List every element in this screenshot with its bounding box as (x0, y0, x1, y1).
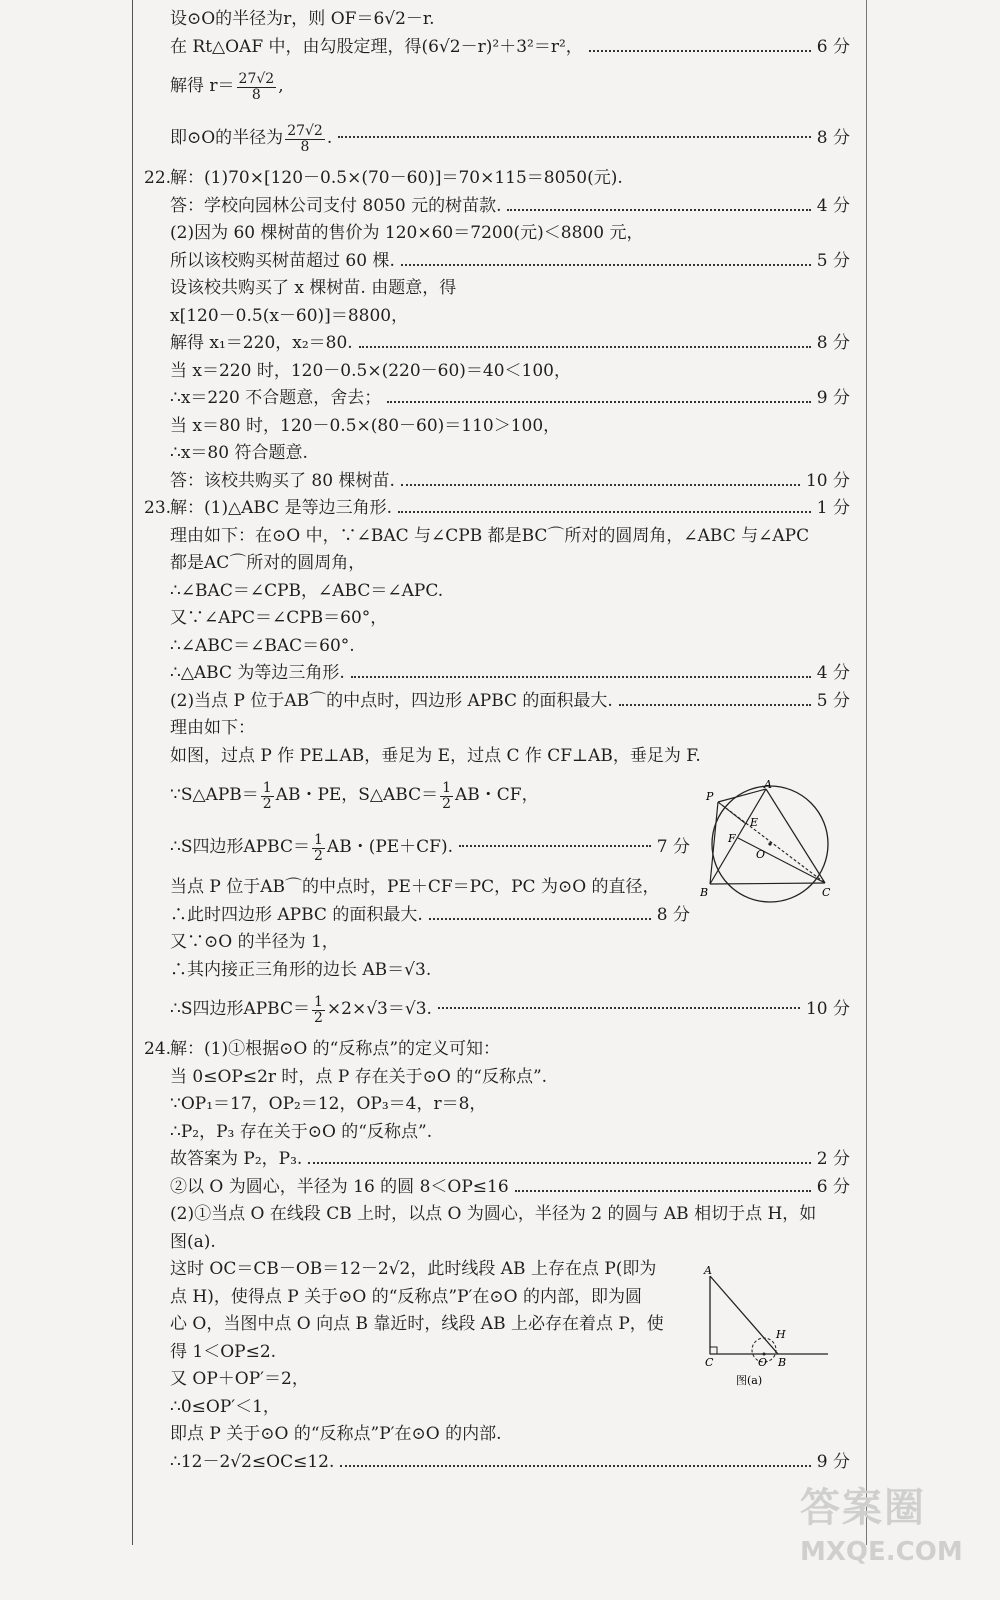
question-24 (144, 1036, 850, 1476)
text-line: 故答案为 P₂，P₃. 2 分 (170, 1146, 850, 1174)
text-line: 解：(1)△ABC 是等边三角形. 1 分 (170, 495, 850, 523)
text-line: ∴S四边形APBC＝ $\frac{1}{2}$ AB・(PE＋CF). 7 分 (170, 831, 690, 864)
text-line: 都是AC⌒所对的圆周角， (170, 553, 366, 573)
text-line: 当 x＝220 时，120－0.5×(220－60)＝40＜100， (170, 360, 571, 381)
text-line: 即⊙O的半径为 $\frac{27√2}{8}$ . 8 分 (170, 122, 850, 155)
fraction: $\frac{1}{2}$ (442, 779, 452, 812)
leader-dots (459, 845, 651, 847)
leader-dots (308, 1162, 810, 1164)
score: 5 分 (816, 250, 850, 271)
text-line: ∵S△APB＝ $\frac{1}{2}$ AB・PE，S△ABC＝ $\frac{1}{2}$ AB・CF， (170, 779, 539, 812)
score: 6 分 (816, 1176, 850, 1197)
text-line: 所以该校购买树苗超过 60 棵. 5 分 (170, 248, 850, 276)
score: 8 分 (816, 333, 850, 353)
question-number: 22. (144, 168, 172, 188)
text-line: 解：(1)70×[120－0.5×(70－60)]＝70×115＝8050(元). (170, 168, 623, 188)
text-line: ∴12－2√2≤OC≤12. 9 分 (170, 1449, 850, 1477)
score: 9 分 (816, 1451, 850, 1472)
triangle-figure-a (700, 1262, 835, 1392)
score: 8 分 (656, 904, 690, 925)
text-line: 解得 x₁＝220，x₂＝80. 8 分 (170, 330, 850, 358)
label-O: O (758, 1356, 768, 1369)
score: 7 分 (656, 837, 690, 858)
leader-dots (340, 1465, 810, 1467)
text-line: ∴0≤OP′＜1， (170, 1396, 280, 1417)
fraction: $\frac{1}{2}$ (314, 993, 323, 1026)
question-23 (144, 495, 850, 1036)
leader-dots (438, 1007, 800, 1009)
question-number: 24. (144, 1039, 172, 1059)
text-line: 又∵⊙O 的半径为 1， (170, 932, 339, 952)
text-line: 答：学校向园林公司支付 8050 元的树苗款. 4 分 (170, 193, 850, 221)
text-line: 解得 r＝ $\frac{27√2}{8}$ , (170, 70, 284, 103)
text-line: 如图，过点 P 作 PE⊥AB，垂足为 E，过点 C 作 CF⊥AB，垂足为 F. (170, 745, 701, 766)
text-line: 即点 P 关于⊙O 的“反称点”P′在⊙O 的内部. (170, 1424, 502, 1444)
text-line: 解：(1)①根据⊙O 的“反称点”的定义可知： (170, 1039, 501, 1059)
fraction: $\frac{1}{2}$ (262, 779, 272, 812)
leader-dots (351, 676, 811, 678)
text-line: ∵OP₁＝17，OP₂＝12，OP₃＝4，r＝8， (170, 1094, 487, 1114)
text-line: ∴x＝80 符合题意. (170, 443, 308, 463)
score: 4 分 (816, 195, 850, 216)
label-E: E (750, 816, 759, 829)
text-line: 设该校共购买了 x 棵树苗. 由题意，得 (170, 278, 457, 298)
figure-caption: 图(a) (736, 1374, 763, 1387)
leader-dots (589, 50, 811, 52)
leader-dots (429, 918, 651, 920)
fraction: $\frac{1}{2}$ (314, 831, 323, 864)
leader-dots (387, 401, 811, 403)
text-line: 心 O，当图中点 O 向点 B 靠近时，线段 AB 上必存在着点 P，使 (170, 1314, 664, 1334)
leader-dots (619, 704, 811, 706)
question-number: 23. (144, 498, 172, 518)
score: 10 分 (805, 999, 850, 1020)
text-line: 当 0≤OP≤2r 时，点 P 存在关于⊙O 的“反称点”. (170, 1066, 548, 1087)
label-A: A (704, 1264, 712, 1277)
text-line: 当点 P 位于AB⌒的中点时，PE＋CF＝PC，PC 为⊙O 的直径， (170, 877, 660, 897)
text-line: 得 1＜OP≤2. (170, 1341, 277, 1362)
text-line: 又∵∠APC＝∠CPB＝60°， (170, 608, 388, 628)
text-line: 当 x＝80 时，120－0.5×(80－60)＝110＞100， (170, 415, 561, 436)
score: 8 分 (816, 128, 850, 149)
leader-dots (515, 1190, 811, 1192)
answer-content (144, 6, 850, 1476)
leader-dots (507, 209, 810, 211)
text-line: ∴P₂，P₃ 存在关于⊙O 的“反称点”. (170, 1121, 433, 1142)
text-line: ∴S四边形APBC＝ $\frac{1}{2}$ ×2×√3＝√3. 10 分 (170, 993, 850, 1026)
label-H: H (776, 1328, 786, 1341)
text-line: 图(a). (170, 1231, 216, 1252)
text-line: (2)①当点 O 在线段 CB 上时，以点 O 为圆心，半径为 2 的圆与 AB 相切于点 H，如 (170, 1204, 817, 1224)
score: 9 分 (816, 388, 850, 408)
label-B: B (700, 886, 709, 899)
text-line: 点 H)，使得点 P 关于⊙O 的“反称点”P′在⊙O 的内部，即为圆 (170, 1286, 642, 1307)
watermark-logo: 答案圈 MXQE.COM (800, 1485, 963, 1567)
score: 2 分 (816, 1149, 850, 1169)
left-margin-rule (132, 0, 133, 1545)
score: 10 分 (805, 470, 850, 491)
score: 4 分 (816, 663, 850, 683)
label-B: B (778, 1356, 787, 1369)
label-P: P (706, 790, 714, 803)
label-C: C (705, 1356, 714, 1369)
leader-dots (401, 484, 800, 486)
text-line: 答：该校共购买了 80 棵树苗. 10 分 (170, 468, 850, 496)
label-O: O (756, 848, 766, 861)
leader-dots (338, 136, 811, 138)
text-line: ∴△ABC 为等边三角形. 4 分 (170, 660, 850, 688)
leader-dots (401, 264, 811, 266)
fraction: $\frac{27√2}{8}$ (287, 122, 323, 155)
text-line: ∴∠BAC＝∠CPB，∠ABC＝∠APC. (170, 580, 444, 601)
score: 5 分 (816, 690, 850, 711)
text-line: x[120－0.5(x－60)]＝8800， (170, 305, 409, 326)
text-line: 理由如下：在⊙O 中，∵∠BAC 与∠CPB 都是BC⌒所对的圆周角，∠ABC 与∠APC (170, 525, 810, 546)
label-A: A (764, 780, 772, 791)
text-line: 理由如下： (170, 718, 255, 738)
question-22 (144, 165, 850, 495)
label-C: C (822, 886, 831, 899)
score: 1 分 (816, 498, 850, 518)
text-line: 在 Rt△OAF 中，由勾股定理，得(6√2－r)²＋3²＝r²， 6 分 (170, 34, 850, 62)
text-line: ∴此时四边形 APBC 的面积最大. 8 分 (170, 902, 690, 930)
right-margin-rule (866, 0, 867, 1545)
leader-dots (398, 511, 811, 513)
text-line: 又 OP＋OP′＝2， (170, 1369, 309, 1389)
fraction: $\frac{27√2}{8}$ (238, 70, 275, 103)
text-line: 这时 OC＝CB－OB＝12－2√2，此时线段 AB 上存在点 P(即为 (170, 1259, 657, 1279)
circle-quadrilateral-figure (700, 780, 835, 905)
text-line: (2)当点 P 位于AB⌒的中点时，四边形 APBC 的面积最大. 5 分 (170, 688, 850, 716)
text-line: ∴x＝220 不合题意，舍去； 9 分 (170, 385, 850, 413)
text-line: 设⊙O的半径为r，则 OF＝6√2－r. (170, 9, 435, 29)
leader-dots (359, 346, 811, 348)
text-line: ∴其内接正三角形的边长 AB＝√3. (170, 959, 432, 980)
text-line: (2)因为 60 棵树苗的售价为 120×60＝7200(元)＜8800 元， (170, 223, 644, 243)
label-F: F (728, 832, 736, 845)
score: 6 分 (816, 36, 850, 57)
text-line: ②以 O 为圆心，半径为 16 的圆 8＜OP≤16 6 分 (170, 1174, 850, 1202)
text-line: ∴∠ABC＝∠BAC＝60°. (170, 635, 355, 656)
